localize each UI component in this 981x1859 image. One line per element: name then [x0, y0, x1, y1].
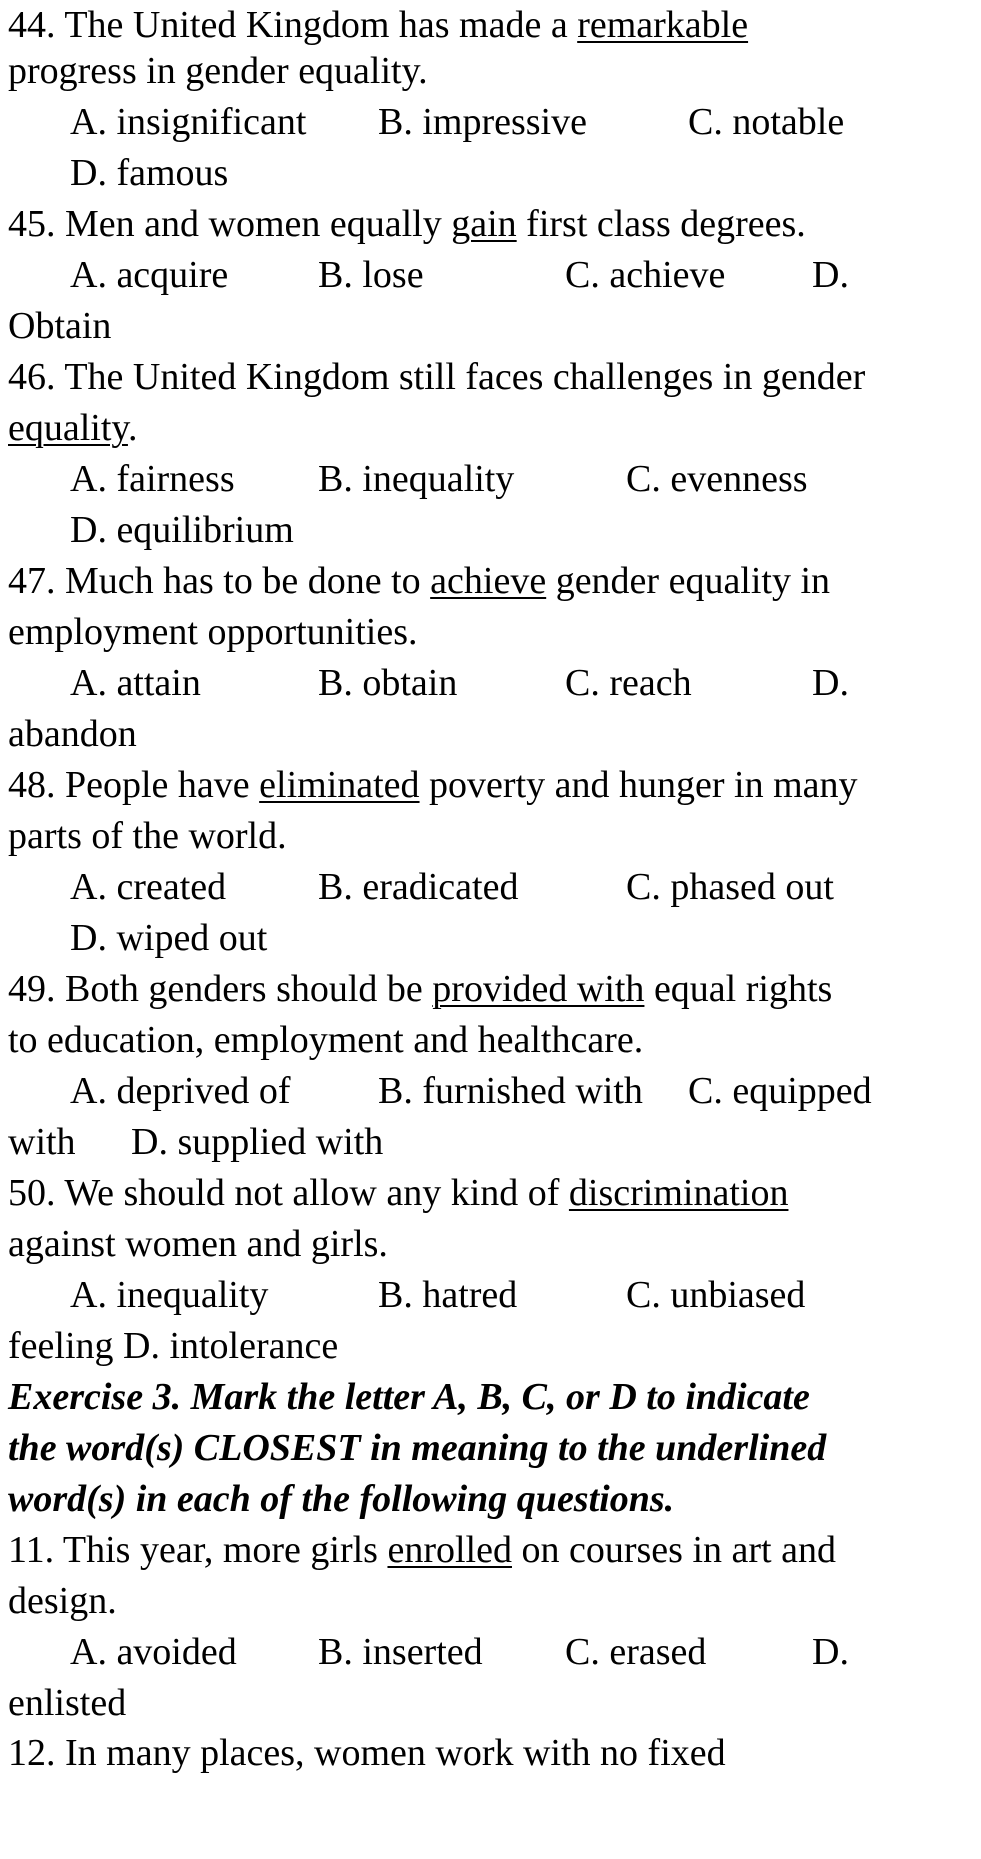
q49-option-a: A. deprived of: [70, 1070, 291, 1112]
q50-option-c: C. unbiased: [626, 1274, 806, 1316]
q11-option-b: B. inserted: [318, 1631, 483, 1673]
q50-options: [70, 1272, 806, 1318]
q46-stem-cont: [8, 405, 137, 451]
q49-options: [70, 1068, 872, 1114]
q46-stem: 46. The United Kingdom still faces challenges in gender: [8, 356, 866, 398]
q49-stem-text: 49. Both genders should be: [8, 968, 433, 1010]
q49-option-c: C. equipped: [688, 1070, 872, 1112]
q48-stem-text: 48. People have: [8, 764, 260, 806]
q45-options: [70, 252, 849, 298]
q50-option-cd-cont: feeling D. intolerance: [8, 1325, 339, 1367]
q48-option-c: C. phased out: [626, 866, 834, 908]
q48-stem: [8, 762, 858, 808]
q11-underlined-word: enrolled: [387, 1529, 512, 1571]
q11-option-a: A. avoided: [70, 1631, 237, 1673]
exercise-heading-line1: Exercise 3. Mark the letter A, B, C, or D to indicate: [8, 1376, 810, 1418]
q45-stem: [8, 201, 806, 247]
q44-stem-text: 44. The United Kingdom has made a: [8, 4, 578, 46]
q11-option-c: C. erased: [565, 1631, 707, 1673]
q46-options: [70, 456, 808, 502]
q46-underlined-word: equality: [8, 407, 128, 449]
q47-option-b: B. obtain: [318, 662, 458, 704]
q48-option-d: D. wiped out: [70, 917, 268, 959]
q50-option-a: A. inequality: [70, 1274, 269, 1316]
q44-option-a: A. insignificant: [70, 101, 307, 143]
q50-underlined-word: discrimination: [568, 1172, 789, 1214]
q49-options-cont: [8, 1119, 384, 1165]
q45-stem-text: 45. Men and women equally: [8, 203, 452, 245]
q47-stem-cont: employment opportunities.: [8, 611, 418, 653]
q47-stem: [8, 558, 830, 604]
q50-stem: [8, 1170, 788, 1216]
q49-stem-cont: to education, employment and healthcare.: [8, 1019, 644, 1061]
q45-underlined-word: gain: [451, 203, 517, 245]
q47-stem-text: 47. Much has to be done to: [8, 560, 431, 602]
q46-option-d: D. equilibrium: [70, 509, 294, 551]
q49-option-d: D. supplied with: [131, 1121, 384, 1163]
q45-option-b: B. lose: [318, 254, 424, 296]
q49-option-c-cont: with: [8, 1121, 76, 1163]
q50-stem-text: 50. We should not allow any kind of: [8, 1172, 569, 1214]
q49-stem-text-end: equal rights: [644, 968, 833, 1010]
q45-stem-text-end: first class degrees.: [516, 203, 806, 245]
q47-options: [70, 660, 849, 706]
q11-stem-text: 11. This year, more girls: [8, 1529, 388, 1571]
q46-option-a: A. fairness: [70, 458, 235, 500]
q47-underlined-word: achieve: [430, 560, 547, 602]
q45-option-a: A. acquire: [70, 254, 229, 296]
q48-stem-text-end: poverty and hunger in many: [419, 764, 858, 806]
q44-stem-cont: progress in gender equality.: [8, 50, 428, 92]
q47-option-c: C. reach: [565, 662, 692, 704]
q49-stem: [8, 966, 832, 1012]
q11-stem-text-end: on courses in art and: [511, 1529, 836, 1571]
q45-option-d: D.: [812, 254, 849, 296]
q49-underlined-words: provided with: [432, 968, 645, 1010]
q50-stem-cont: against women and girls.: [8, 1223, 388, 1265]
q48-option-b: B. eradicated: [318, 866, 519, 908]
q44-options: [70, 99, 845, 145]
q48-underlined-word: eliminated: [259, 764, 420, 806]
q11-option-d: D.: [812, 1631, 849, 1673]
q49-option-b: B. furnished with: [378, 1070, 643, 1112]
q12-stem-cutoff: 12. In many places, women work with no fixed: [8, 1732, 726, 1774]
q45-option-c: C. achieve: [565, 254, 726, 296]
q47-option-d: D.: [812, 662, 849, 704]
q44-option-b: B. impressive: [378, 101, 587, 143]
q11-stem-cont: design.: [8, 1580, 117, 1622]
q11-stem: [8, 1527, 836, 1573]
q47-stem-text-end: gender equality in: [546, 560, 831, 602]
q48-stem-cont: parts of the world.: [8, 815, 287, 857]
q46-option-c: C. evenness: [626, 458, 808, 500]
q44-underlined-word: remarkable: [577, 4, 749, 46]
q48-options: [70, 864, 834, 910]
q44-option-c: C. notable: [688, 101, 845, 143]
q48-option-a: A. created: [70, 866, 227, 908]
q45-option-d-cont: Obtain: [8, 305, 112, 347]
q47-option-d-cont: abandon: [8, 713, 137, 755]
exercise-heading-line2: the word(s) CLOSEST in meaning to the underlined: [8, 1427, 827, 1469]
q11-options: [70, 1629, 849, 1675]
q47-option-a: A. attain: [70, 662, 201, 704]
q44-option-d: D. famous: [70, 152, 229, 194]
q46-option-b: B. inequality: [318, 458, 515, 500]
q11-option-d-cont: enlisted: [8, 1682, 127, 1724]
q44-stem: [8, 2, 748, 48]
q46-stem-end: .: [127, 407, 138, 449]
exercise-heading-line3: word(s) in each of the following questions.: [8, 1478, 675, 1520]
q50-option-b: B. hatred: [378, 1274, 518, 1316]
